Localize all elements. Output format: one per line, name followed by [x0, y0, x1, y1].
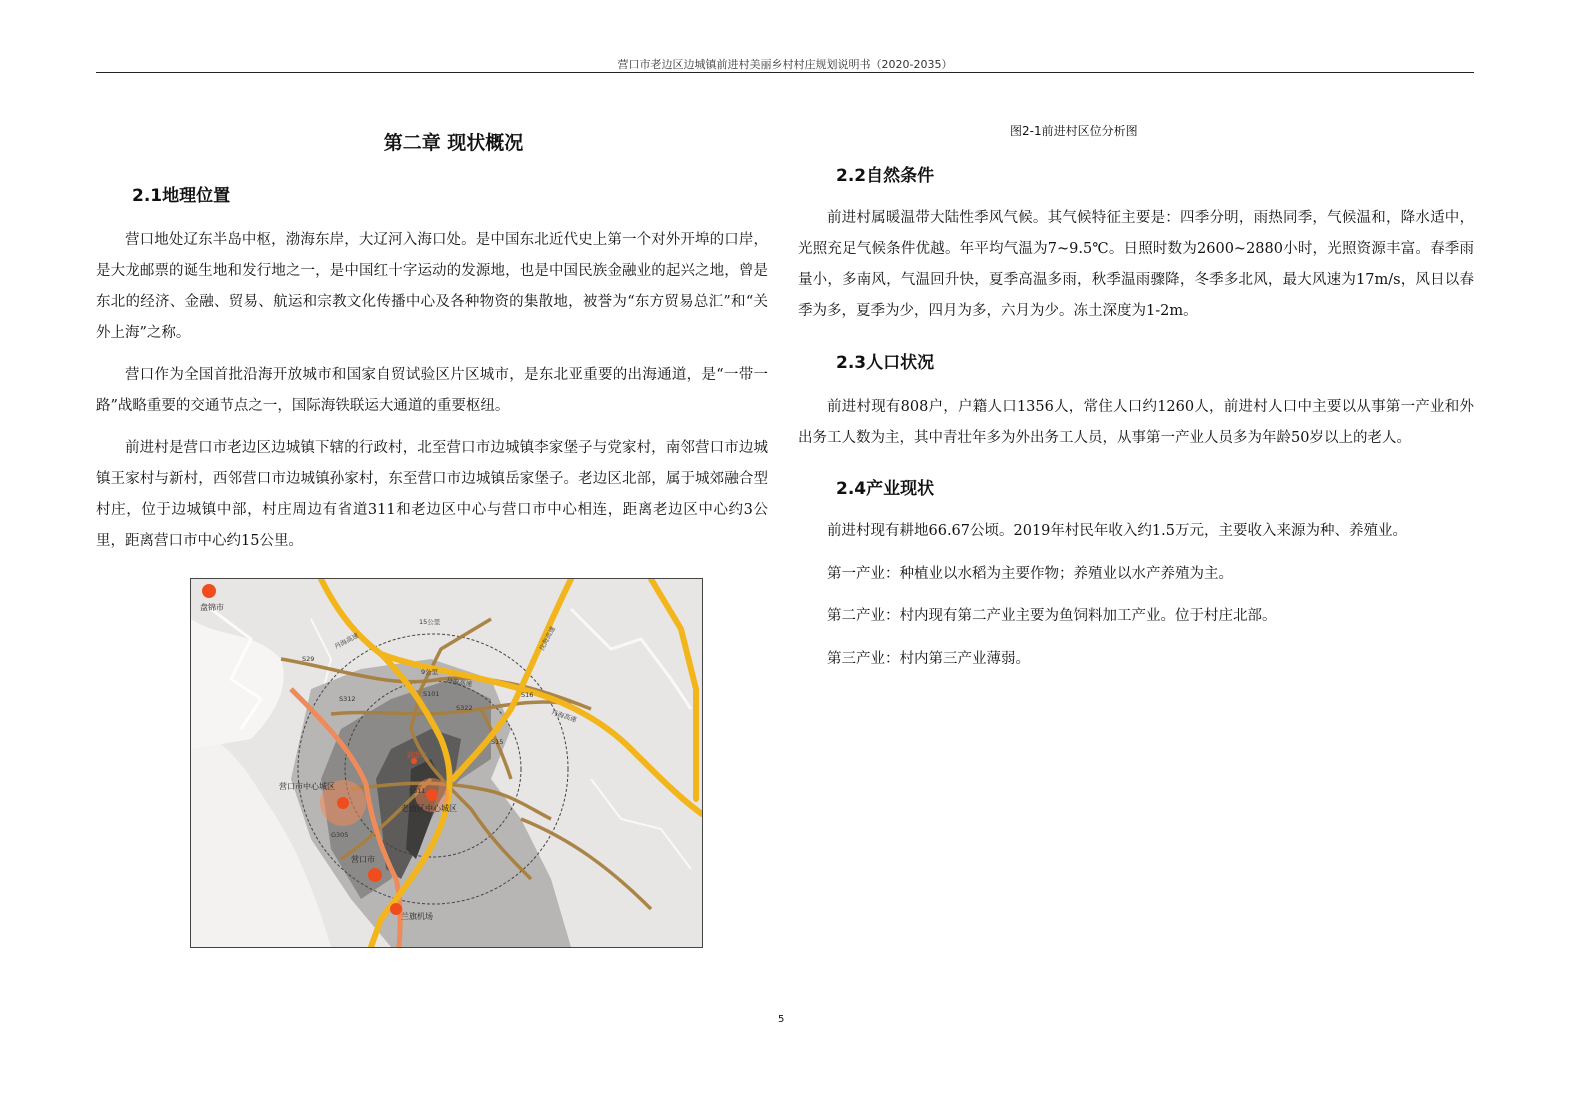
industry-paragraph-1: [798, 516, 1474, 547]
label-s322: S322: [456, 704, 473, 712]
label-panjin: 盘锦市: [200, 603, 224, 612]
label-laobian-center: 老边区中心城区: [401, 804, 457, 813]
section-heading-industry: 2.4产业现状: [836, 479, 935, 499]
geo-paragraph-2-text: 营口作为全国首批沿海开放城市和国家自贸试验区片区城市，是东北亚重要的出海通道，是“一带一路”战略重要的交通节点之一，国际海铁联运大通道的重要枢纽。: [96, 367, 768, 414]
label-s29: S29: [302, 655, 315, 663]
label-danhai-3: 丹海高速: [550, 708, 578, 724]
panjin-marker: [202, 584, 216, 598]
label-shenhai: 沈海高速: [537, 625, 557, 652]
geo-paragraph-3: [96, 433, 768, 557]
label-g305: G305: [331, 831, 349, 839]
document-header-title: 营口市老边区边城镇前进村美丽乡村村庄规划说明书（2020-2035）: [617, 58, 953, 71]
label-yingkou-city: 营口市: [351, 855, 375, 864]
industry-paragraph-4-text: 第三产业：村内第三产业薄弱。: [827, 651, 1030, 667]
label-ring-9km: 9公里: [421, 668, 439, 676]
header-divider: [96, 72, 1474, 73]
label-ring-15km: 15公里: [419, 618, 441, 626]
geo-paragraph-1-text: 营口地处辽东半岛中枢，渤海东岸，大辽河入海口处。是中国东北近代史上第一个对外开埠的口岸，是大龙邮票的诞生地和发行地之一，是中国红十字运动的发源地，也是中国民族金融业的起兴之地，曾是东北的经济、金融、贸易、航运和宗教文化传播中心及各种物资的集散地，被誉为“东方贸易总汇”和“关外上海”之称。: [96, 232, 768, 341]
label-s101: S101: [423, 690, 440, 698]
label-s311: S311: [409, 787, 426, 795]
geo-paragraph-2: [96, 360, 768, 422]
population-paragraph: [798, 392, 1474, 454]
label-danhai-2: 丹海高速: [445, 676, 473, 689]
label-danhai-1: 丹海高速: [333, 631, 360, 651]
section-heading-nature: 2.2自然条件: [836, 166, 935, 186]
page-number: 5: [778, 1014, 785, 1025]
label-yingkou-center: 营口市中心城区: [279, 782, 335, 791]
section-heading-geo: 2.1地理位置: [132, 186, 231, 206]
industry-paragraph-4: [798, 644, 1474, 675]
nature-paragraph: [798, 203, 1474, 327]
section-heading-population: 2.3人口状况: [836, 353, 935, 373]
label-s312: S312: [339, 695, 356, 703]
label-s15: S15: [491, 738, 504, 746]
industry-paragraph-2-text: 第一产业：种植业以水稻为主要作物；养殖业以水产养殖为主。: [827, 566, 1233, 582]
geo-paragraph-1: [96, 225, 768, 349]
industry-paragraph-2: [798, 559, 1474, 590]
label-village: 前进村: [407, 751, 427, 759]
geo-paragraph-3-text: 前进村是营口市老边区边城镇下辖的行政村，北至营口市边城镇李家堡子与党家村，南邻营口市边城镇王家村与新村，西邻营口市边城镇孙家村，东至营口市边城镇岳家堡子。老边区北部，属于城郊融合型村庄，位于边城镇中部，村庄周边有省道311和老边区中心与营口市中心相连，距离老边区中心约3公里，距离营口市中心约15公里。: [96, 440, 768, 549]
yingkou-city-marker: [368, 868, 382, 882]
label-s16: S16: [521, 691, 534, 699]
yingkou-center-marker: [337, 797, 349, 809]
industry-paragraph-3-text: 第二产业：村内现有第二产业主要为鱼饲料加工产业。位于村庄北部。: [827, 608, 1277, 624]
industry-paragraph-3: [798, 601, 1474, 632]
chapter-title: 第二章 现状概况: [383, 132, 524, 154]
industry-paragraph-1-text: 前进村现有耕地66.67公顷。2019年村民年收入约1.5万元，主要收入来源为种、养殖业。: [827, 523, 1407, 539]
location-map: [190, 578, 703, 948]
nature-paragraph-text: 前进村属暖温带大陆性季风气候。其气候特征主要是：四季分明，雨热同季，气候温和，降水适中，光照充足气候条件优越。年平均气温为7~9.5℃。日照时数为2600~2880小时，光照资源丰富。春季雨量小，多南风，气温回升快，夏季高温多雨，秋季温雨骤降，冬季多北风，最大风速为17m/s，风日以春季为多，夏季为少，四月为多，六月为少。冻土深度为1-2m。: [798, 210, 1474, 319]
population-paragraph-text: 前进村现有808户，户籍人口1356人，常住人口约1260人，前进村人口中主要以从事第一产业和外出务工人数为主，其中青壮年多为外出务工人员，从事第一产业人员多为年龄50岁以上的老人。: [798, 399, 1474, 446]
figure-caption: 图2-1前进村区位分析图: [1010, 124, 1138, 138]
laobian-center-marker: [426, 789, 438, 801]
label-airport: 兰旗机场: [401, 912, 433, 921]
